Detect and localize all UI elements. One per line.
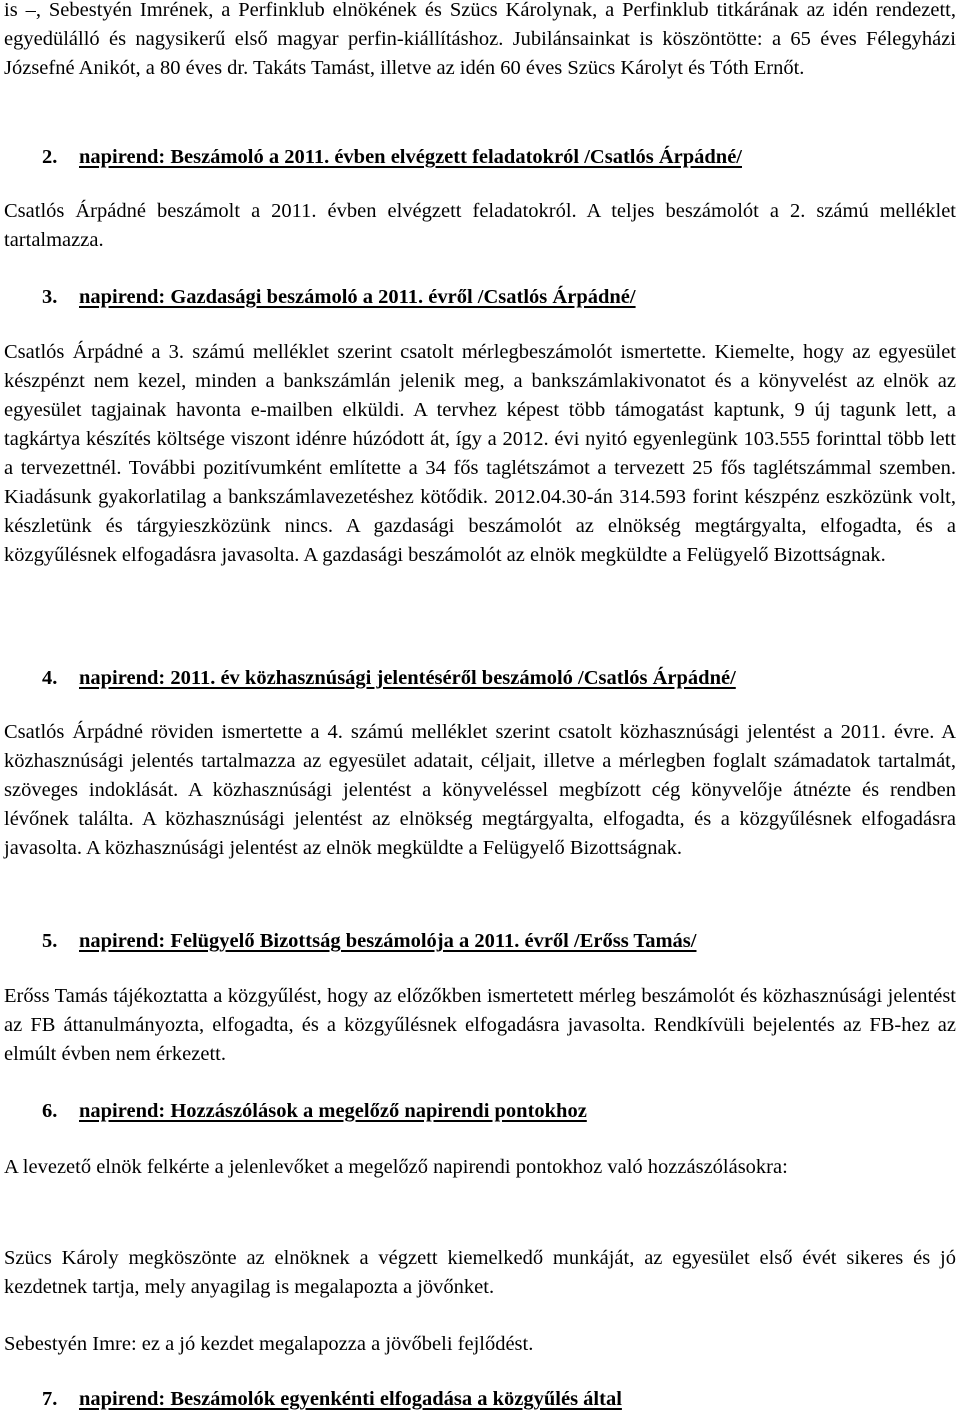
section-title: napirend: Gazdasági beszámoló a 2011. évről /Csatlós Árpádné/	[79, 286, 636, 308]
section-3-heading	[42, 283, 636, 312]
section-2-paragraph-1: Csatlós Árpádné beszámolt a 2011. évben elvégzett feladatokról. A teljes beszámolót a 2. számú melléklet tartalmazza.	[4, 200, 956, 251]
section-5-heading	[42, 927, 696, 956]
section-number: 2.	[42, 146, 58, 168]
section-number: 6.	[42, 1100, 58, 1122]
section-title: napirend: Beszámoló a 2011. évben elvégzett feladatokról /Csatlós Árpádné/	[79, 146, 742, 168]
section-number: 7.	[42, 1388, 58, 1410]
section-title: napirend: Beszámolók egyenkénti elfogadása a közgyűlés által	[79, 1388, 622, 1410]
section-number: 3.	[42, 286, 58, 308]
section-title: napirend: Felügyelő Bizottság beszámolója a 2011. évről /Erőss Tamás/	[79, 930, 697, 952]
section-number: 5.	[42, 930, 58, 952]
section-title: napirend: Hozzászólások a megelőző napirendi pontokhoz	[79, 1100, 587, 1122]
section-number: 4.	[42, 667, 58, 689]
section-2-heading	[42, 143, 742, 172]
section-7-heading	[42, 1385, 622, 1414]
section-6-paragraph-1: A levezető elnök felkérte a jelenlevőket a megelőző napirendi pontokhoz való hozzászólásokra:	[4, 1156, 788, 1178]
section-6-paragraph-3: Sebestyén Imre: ez a jó kezdet megalapozza a jövőbeli fejlődést.	[4, 1333, 534, 1355]
section-5-paragraph-1: Erőss Tamás tájékoztatta a közgyűlést, hogy az előzőkben ismertetett mérleg beszámolót és közhasznúsági jelentést az FB áttanulmányozta, elfogadta, és a közgyűlésnek elfogadásra javasolta. Rendkívüli bejelentés az FB-hez az elmúlt évben nem érkezett.	[4, 985, 956, 1065]
section-title: napirend: 2011. év közhasznúsági jelentéséről beszámoló /Csatlós Árpádné/	[79, 667, 736, 689]
section-4-paragraph-1: Csatlós Árpádné röviden ismertette a 4. számú melléklet szerint csatolt közhasznúsági jelentést a 2011. évre. A közhasznúsági jelentés tartalmazza az egyesület adatait, céljait, illetve a mérlegben foglalt számadatok tartalmát, szöveges indoklását. A közhasznúsági jelentést a könyveléssel megbízott cég könyvelője átnézte és rendben lévőnek találta. A közhasznúsági jelentést az elnökség megtárgyalta, elfogadta, és a közgyűlésnek elfogadásra javasolta. A közhasznúsági jelentést az elnök megküldte a Felügyelő Bizottságnak.	[4, 721, 956, 859]
section-6-heading	[42, 1097, 587, 1126]
section-4-heading	[42, 664, 736, 693]
intro-paragraph: is –, Sebestyén Imrének, a Perfinklub elnökének és Szücs Károlynak, a Perfinklub titkárának az idén rendezett, egyedülálló és nagysikerű első magyar perfin-kiállításhoz. Jubilánsainkat is köszöntötte: a 65 éves Félegyházi Józsefné Anikót, a 80 éves dr. Takáts Tamást, illetve az idén 60 éves Szücs Károlyt és Tóth Ernőt.	[4, 0, 956, 79]
section-6-paragraph-2: Szücs Károly megköszönte az elnöknek a végzett kiemelkedő munkáját, az egyesület első évét sikeres és jó kezdetnek tartja, mely anyagilag is megalapozta a jövőnket.	[4, 1247, 956, 1298]
section-3-paragraph-1: Csatlós Árpádné a 3. számú melléklet szerint csatolt mérlegbeszámolót ismertette. Kiemelte, hogy az egyesület készpénzt nem kezel, minden a bankszámlán jelenik meg, a bankszámlakivonatot és a könyvelést az elnök az egyesület tagjainak havonta e-mailben elküldi. A tervhez képest több támogatást kaptunk, 9 új tagunk lett, a tagkártya készítés költsége viszont idénre húzódott át, így a 2012. évi nyitó egyenlegünk 103.555 forinttal több lett a tervezettnél. További pozitívumként említette a 34 fős taglétszámot a tervezett 25 fős taglétszámmal szemben. Kiadásunk gyakorlatilag a bankszámlavezetéshez kötődik. 2012.04.30-án 314.593 forint készpénz eszközünk volt, készletünk és tárgyieszközünk nincs. A gazdasági beszámolót az elnökség megtárgyalta, elfogadta, és a közgyűlésnek elfogadásra javasolta. A gazdasági beszámolót az elnök megküldte a Felügyelő Bizottságnak.	[4, 341, 956, 566]
